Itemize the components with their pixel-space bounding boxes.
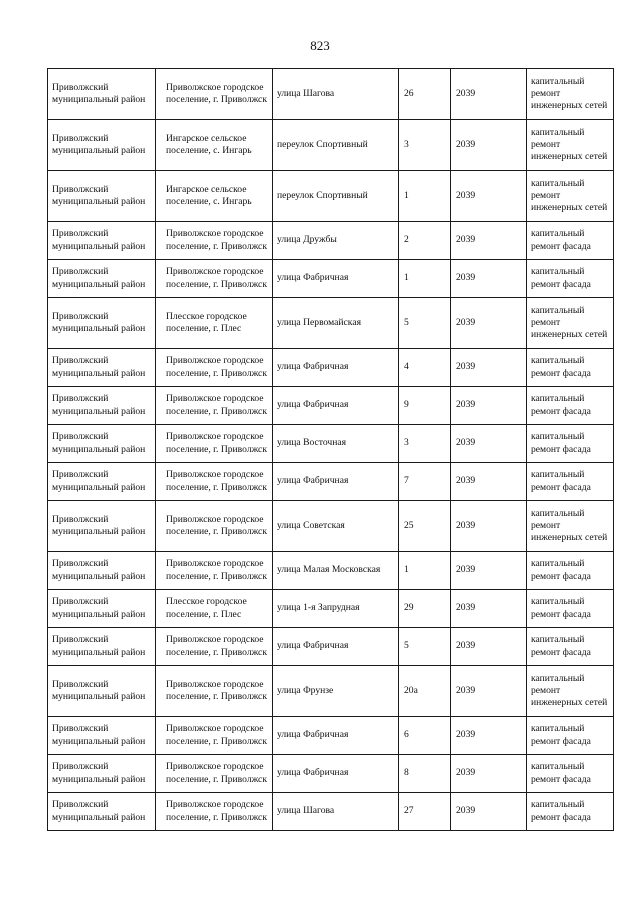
house-number-cell: 4 [399,349,451,387]
house-number-cell: 5 [399,628,451,666]
work-type-cell: капитальный ремонт инженерных сетей [527,69,614,120]
year-cell: 2039 [451,463,527,501]
year-cell: 2039 [451,260,527,298]
table-row [48,171,614,222]
district-cell: Приволжский муниципальный район [48,590,156,628]
street-cell: улица 1-я Запрудная [273,590,399,628]
street-cell: улица Дружбы [273,222,399,260]
district-cell: Приволжский муниципальный район [48,463,156,501]
district-cell: Приволжский муниципальный район [48,260,156,298]
street-cell: улица Восточная [273,425,399,463]
district-cell: Приволжский муниципальный район [48,222,156,260]
table-row [48,755,614,793]
settlement-cell: Приволжское городское поселение, г. Приволжск [156,222,273,260]
table-row [48,628,614,666]
settlement-cell: Приволжское городское поселение, г. Приволжск [156,501,273,552]
settlement-cell: Приволжское городское поселение, г. Приволжск [156,755,273,793]
year-cell: 2039 [451,755,527,793]
settlement-cell: Приволжское городское поселение, г. Приволжск [156,666,273,717]
district-cell: Приволжский муниципальный район [48,171,156,222]
table-row [48,501,614,552]
street-cell: переулок Спортивный [273,171,399,222]
house-number-cell: 2 [399,222,451,260]
house-number-cell: 3 [399,425,451,463]
street-cell: улица Малая Московская [273,552,399,590]
street-cell: улица Фабричная [273,349,399,387]
year-cell: 2039 [451,298,527,349]
work-type-cell: капитальный ремонт инженерных сетей [527,120,614,171]
street-cell: улица Фабричная [273,628,399,666]
year-cell: 2039 [451,666,527,717]
district-cell: Приволжский муниципальный район [48,425,156,463]
district-cell: Приволжский муниципальный район [48,793,156,831]
district-cell: Приволжский муниципальный район [48,628,156,666]
settlement-cell: Приволжское городское поселение, г. Приволжск [156,628,273,666]
work-type-cell: капитальный ремонт фасада [527,717,614,755]
table-row [48,717,614,755]
work-type-cell: капитальный ремонт фасада [527,425,614,463]
street-cell: улица Фабричная [273,717,399,755]
house-number-cell: 5 [399,298,451,349]
year-cell: 2039 [451,717,527,755]
district-cell: Приволжский муниципальный район [48,666,156,717]
district-cell: Приволжский муниципальный район [48,298,156,349]
work-type-cell: капитальный ремонт фасада [527,590,614,628]
district-cell: Приволжский муниципальный район [48,349,156,387]
page-number: 823 [310,38,330,53]
street-cell: улица Фабричная [273,260,399,298]
table-row [48,552,614,590]
work-type-cell: капитальный ремонт фасада [527,387,614,425]
settlement-cell: Ингарское сельское поселение, с. Ингарь [156,120,273,171]
year-cell: 2039 [451,793,527,831]
house-number-cell: 1 [399,552,451,590]
work-type-cell: капитальный ремонт инженерных сетей [527,666,614,717]
table-row [48,260,614,298]
work-type-cell: капитальный ремонт инженерных сетей [527,501,614,552]
year-cell: 2039 [451,171,527,222]
house-number-cell: 1 [399,171,451,222]
district-cell: Приволжский муниципальный район [48,717,156,755]
table-row [48,349,614,387]
year-cell: 2039 [451,349,527,387]
housing-repair-table [47,68,614,831]
settlement-cell: Приволжское городское поселение, г. Приволжск [156,463,273,501]
year-cell: 2039 [451,222,527,260]
work-type-cell: капитальный ремонт фасада [527,552,614,590]
house-number-cell: 25 [399,501,451,552]
settlement-cell: Приволжское городское поселение, г. Приволжск [156,425,273,463]
table-row [48,425,614,463]
table-row [48,222,614,260]
work-type-cell: капитальный ремонт фасада [527,222,614,260]
settlement-cell: Приволжское городское поселение, г. Приволжск [156,260,273,298]
year-cell: 2039 [451,69,527,120]
work-type-cell: капитальный ремонт фасада [527,260,614,298]
table-row [48,69,614,120]
table-row [48,120,614,171]
district-cell: Приволжский муниципальный район [48,69,156,120]
street-cell: улица Фабричная [273,387,399,425]
district-cell: Приволжский муниципальный район [48,755,156,793]
street-cell: улица Советская [273,501,399,552]
settlement-cell: Приволжское городское поселение, г. Приволжск [156,552,273,590]
table-row [48,463,614,501]
settlement-cell: Приволжское городское поселение, г. Приволжск [156,349,273,387]
street-cell: улица Фабричная [273,755,399,793]
year-cell: 2039 [451,552,527,590]
house-number-cell: 1 [399,260,451,298]
house-number-cell: 29 [399,590,451,628]
table-row [48,666,614,717]
street-cell: улица Фабричная [273,463,399,501]
house-number-cell: 26 [399,69,451,120]
settlement-cell: Приволжское городское поселение, г. Приволжск [156,387,273,425]
work-type-cell: капитальный ремонт инженерных сетей [527,171,614,222]
work-type-cell: капитальный ремонт инженерных сетей [527,298,614,349]
house-number-cell: 20а [399,666,451,717]
table-row [48,793,614,831]
year-cell: 2039 [451,120,527,171]
year-cell: 2039 [451,425,527,463]
table-row [48,590,614,628]
district-cell: Приволжский муниципальный район [48,501,156,552]
settlement-cell: Плесское городское поселение, г. Плес [156,590,273,628]
settlement-cell: Ингарское сельское поселение, с. Ингарь [156,171,273,222]
house-number-cell: 6 [399,717,451,755]
year-cell: 2039 [451,501,527,552]
house-number-cell: 9 [399,387,451,425]
house-number-cell: 7 [399,463,451,501]
work-type-cell: капитальный ремонт фасада [527,755,614,793]
work-type-cell: капитальный ремонт фасада [527,793,614,831]
house-number-cell: 3 [399,120,451,171]
street-cell: улица Фрунзе [273,666,399,717]
district-cell: Приволжский муниципальный район [48,387,156,425]
work-type-cell: капитальный ремонт фасада [527,463,614,501]
settlement-cell: Приволжское городское поселение, г. Приволжск [156,717,273,755]
work-type-cell: капитальный ремонт фасада [527,349,614,387]
settlement-cell: Приволжское городское поселение, г. Приволжск [156,69,273,120]
year-cell: 2039 [451,590,527,628]
street-cell: улица Первомайская [273,298,399,349]
street-cell: улица Шагова [273,69,399,120]
settlement-cell: Приволжское городское поселение, г. Приволжск [156,793,273,831]
table-row [48,298,614,349]
street-cell: улица Шагова [273,793,399,831]
house-number-cell: 27 [399,793,451,831]
house-number-cell: 8 [399,755,451,793]
settlement-cell: Плесское городское поселение, г. Плес [156,298,273,349]
work-type-cell: капитальный ремонт фасада [527,628,614,666]
street-cell: переулок Спортивный [273,120,399,171]
year-cell: 2039 [451,387,527,425]
year-cell: 2039 [451,628,527,666]
district-cell: Приволжский муниципальный район [48,120,156,171]
table-row [48,387,614,425]
district-cell: Приволжский муниципальный район [48,552,156,590]
